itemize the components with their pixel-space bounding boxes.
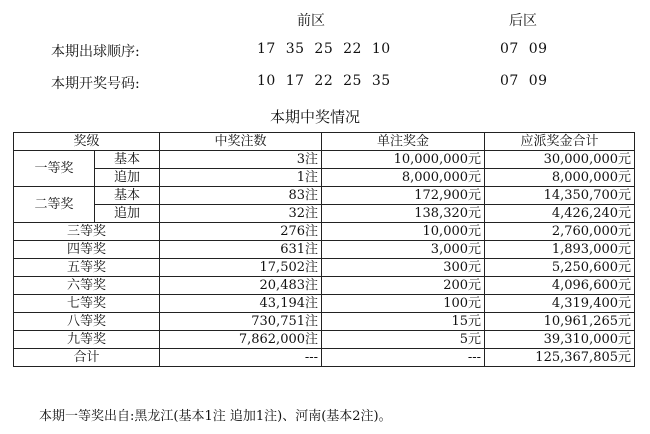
- total-prize: 4,096,600元: [485, 277, 635, 295]
- prize-table: [13, 132, 635, 367]
- winner-count: ---: [160, 349, 322, 367]
- total-prize: 1,893,000元: [485, 241, 635, 259]
- table-header-row: [14, 133, 635, 151]
- winner-count: 43,194注: [160, 295, 322, 313]
- back-zone-header: 后区: [509, 13, 537, 29]
- table-row: [14, 151, 635, 169]
- unit-prize: 8,000,000元: [322, 169, 485, 187]
- prize-sublevel: 追加: [95, 205, 160, 223]
- draw-result-back-numbers: 07 09: [500, 73, 548, 89]
- first-prize-origin-note: 本期一等奖出自:黑龙江(基本1注 追加1注)、河南(基本2注)。: [39, 409, 392, 424]
- table-row: [14, 313, 635, 331]
- unit-prize: 10,000元: [322, 223, 485, 241]
- winner-count: 32注: [160, 205, 322, 223]
- winner-count: 276注: [160, 223, 322, 241]
- winner-count: 7,862,000注: [160, 331, 322, 349]
- table-row: [14, 259, 635, 277]
- col-header-prize: 单注奖金: [322, 133, 485, 151]
- unit-prize: 3,000元: [322, 241, 485, 259]
- col-header-count: 中奖注数: [160, 133, 322, 151]
- unit-prize: 300元: [322, 259, 485, 277]
- total-prize: 30,000,000元: [485, 151, 635, 169]
- draw-result-label: 本期开奖号码:: [51, 76, 140, 92]
- front-zone-header: 前区: [297, 13, 325, 29]
- total-prize: 2,760,000元: [485, 223, 635, 241]
- unit-prize: 200元: [322, 277, 485, 295]
- table-row: [14, 331, 635, 349]
- winner-count: 17,502注: [160, 259, 322, 277]
- unit-prize: 10,000,000元: [322, 151, 485, 169]
- draw-order-back-numbers: 07 09: [500, 41, 548, 57]
- prize-sublevel: 基本: [95, 187, 160, 205]
- table-row: [14, 205, 635, 223]
- total-prize: 10,961,265元: [485, 313, 635, 331]
- table-row: [14, 223, 635, 241]
- table-row: [14, 169, 635, 187]
- total-prize: 5,250,600元: [485, 259, 635, 277]
- winner-count: 1注: [160, 169, 322, 187]
- total-prize: 39,310,000元: [485, 331, 635, 349]
- prize-sublevel: 基本: [95, 151, 160, 169]
- winner-count: 3注: [160, 151, 322, 169]
- unit-prize: ---: [322, 349, 485, 367]
- winner-count: 631注: [160, 241, 322, 259]
- col-header-total: 应派奖金合计: [485, 133, 635, 151]
- draw-order-label: 本期出球顺序:: [51, 44, 140, 60]
- unit-prize: 138,320元: [322, 205, 485, 223]
- total-prize: 8,000,000元: [485, 169, 635, 187]
- prize-level: 五等奖: [14, 259, 160, 277]
- table-total-row: [14, 349, 635, 367]
- grand-total-prize: 125,367,805元: [485, 349, 635, 367]
- table-row: [14, 187, 635, 205]
- table-row: [14, 295, 635, 313]
- prize-level: 二等奖: [14, 187, 95, 223]
- prize-level: 八等奖: [14, 313, 160, 331]
- total-prize: 4,426,240元: [485, 205, 635, 223]
- unit-prize: 5元: [322, 331, 485, 349]
- draw-result-front-numbers: 10 17 22 25 35: [257, 73, 391, 89]
- unit-prize: 15元: [322, 313, 485, 331]
- unit-prize: 100元: [322, 295, 485, 313]
- total-prize: 4,319,400元: [485, 295, 635, 313]
- winner-count: 83注: [160, 187, 322, 205]
- prize-level: 九等奖: [14, 331, 160, 349]
- prize-level: 七等奖: [14, 295, 160, 313]
- table-caption: 本期中奖情况: [270, 108, 361, 126]
- table-row: [14, 277, 635, 295]
- prize-level: 一等奖: [14, 151, 95, 187]
- winner-count: 20,483注: [160, 277, 322, 295]
- prize-level: 三等奖: [14, 223, 160, 241]
- unit-prize: 172,900元: [322, 187, 485, 205]
- total-label: 合计: [14, 349, 160, 367]
- prize-sublevel: 追加: [95, 169, 160, 187]
- col-header-level: 奖级: [14, 133, 160, 151]
- prize-level: 四等奖: [14, 241, 160, 259]
- winner-count: 730,751注: [160, 313, 322, 331]
- prize-level: 六等奖: [14, 277, 160, 295]
- total-prize: 14,350,700元: [485, 187, 635, 205]
- table-row: [14, 241, 635, 259]
- draw-order-front-numbers: 17 35 25 22 10: [257, 41, 391, 57]
